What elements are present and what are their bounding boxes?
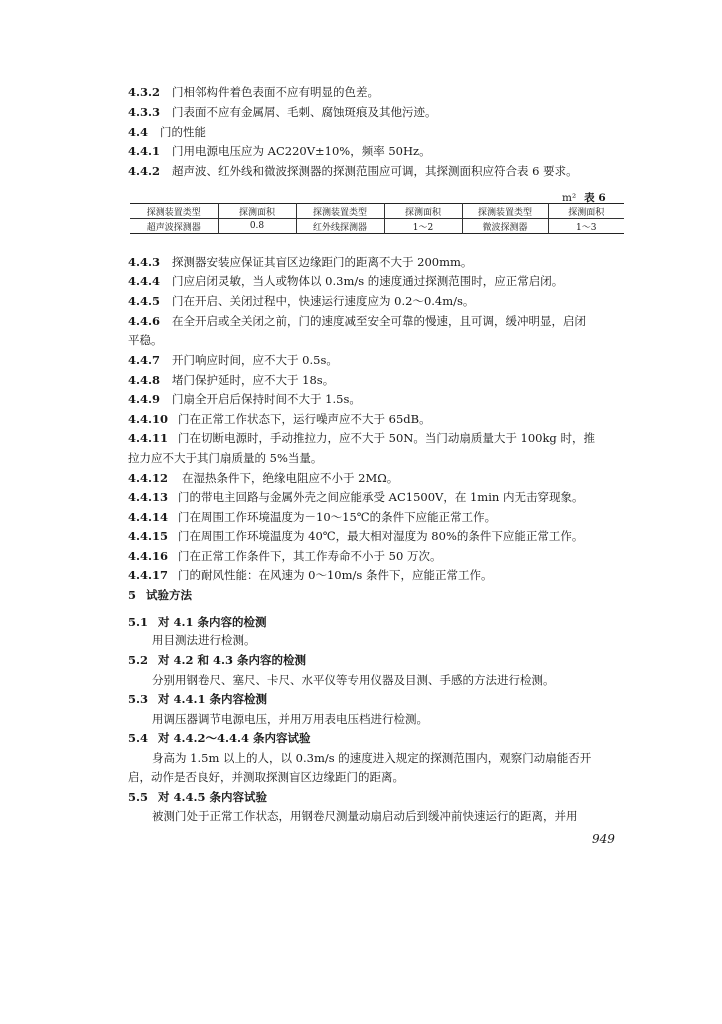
table-header-cell: 探测面积 [218,204,296,219]
section-number: 5 [128,588,137,602]
clause-number: 4.4.16 [128,549,169,563]
table-header-cell: 探测装置类型 [130,204,218,219]
clause-5-4-body-line1 [152,750,591,766]
clause-5-4-body-line2 [128,769,404,785]
clause-4-4-6-continued [128,332,163,348]
clause-5-3-title [128,691,628,707]
table-header-cell: 探测面积 [384,204,462,219]
clause-number: 4.4.9 [128,392,161,406]
clause-5-2-body [152,672,555,688]
clause-text: 门的带电主回路与金属外壳之间应能承受 AC1500V，在 1min 内无击穿现象。 [178,490,584,504]
clause-number: 4.4.13 [128,490,169,504]
clause-number: 4.4.10 [128,412,169,426]
clause-number: 5.1 [128,615,149,629]
clause-text: 身高为 1.5m 以上的人，以 0.3m/s 的速度进入规定的探测范围内，观察门动扇能否开 [152,751,592,765]
clause-text: 用调压器调节电源电压，并用万用表电压档进行检测。 [152,712,428,726]
clause-text: 在全开启或全关闭之前，门的速度减至安全可靠的慢速，且可调，缓冲明显，启闭 [172,314,586,328]
clause-4-4-6 [128,313,628,329]
clause-number: 4.4.1 [128,144,161,158]
clause-text: 堵门保护延时，应不大于 18s。 [172,373,335,387]
clause-5-3-body [152,711,428,727]
clause-text: 门在开启、关闭过程中，快速运行速度应为 0.2～0.4m/s。 [172,294,475,308]
table-header-row [130,204,624,219]
clause-5-5-title [128,789,628,805]
clause-number: 5.3 [128,692,149,706]
section-title: 试验方法 [146,588,192,602]
clause-text: 开门响应时间，应不大于 0.5s。 [172,353,338,367]
table-cell: 红外线探测器 [296,219,384,234]
clause-number: 4.4 [128,125,149,139]
clause-4-4-13 [128,489,628,505]
clause-number: 4.4.3 [128,255,161,269]
clause-number: 4.4.17 [128,568,169,582]
clause-5-5-body [152,808,578,824]
table-header-cell: 探测装置类型 [296,204,384,219]
clause-4-4-11 [128,430,628,446]
clause-text: 门用电源电压应为 AC220V±10%，频率 50Hz。 [172,144,431,158]
clause-title: 对 4.4.2～4.4.4 条内容试验 [158,731,311,745]
clause-5-1-title [128,614,628,630]
clause-4-4-8 [128,372,628,388]
clause-number: 4.4.6 [128,314,161,328]
clause-4-4-5 [128,293,628,309]
clause-number: 4.4.7 [128,353,161,367]
clause-4-4-11-continued [128,450,322,466]
table-cell: 0.8 [218,219,296,234]
clause-text: 门的耐风性能：在风速为 0～10m/s 条件下，应能正常工作。 [178,568,493,582]
clause-4-4-4 [128,273,628,289]
clause-4-4 [128,124,628,140]
clause-4-4-16 [128,548,628,564]
clause-number: 4.4.4 [128,274,161,288]
table-6 [130,203,624,234]
clause-number: 5.2 [128,653,149,667]
table-cell: 超声波探测器 [130,219,218,234]
clause-4-4-15 [128,528,628,544]
table-unit: m² [562,192,577,204]
table-header-cell: 探测装置类型 [462,204,548,219]
clause-text: 被测门处于正常工作状态，用钢卷尺测量动扇启动后到缓冲前快速运行的距离，并用 [152,809,578,823]
clause-text: 平稳。 [128,333,163,347]
clause-number: 4.4.8 [128,373,161,387]
clause-5-2-title [128,652,628,668]
clause-text: 门扇全开启后保持时间不大于 1.5s。 [172,392,361,406]
clause-title: 对 4.2 和 4.3 条内容的检测 [158,653,307,667]
table-title: 表 6 [584,192,606,204]
clause-5-4-title [128,730,628,746]
clause-text: 门表面不应有金属屑、毛刺、腐蚀斑痕及其他污迹。 [172,105,437,119]
clause-4-4-12 [128,470,628,486]
clause-title: 对 4.4.5 条内容试验 [158,790,268,804]
clause-text: 门在周围工作环境温度为 40℃，最大相对湿度为 80%的条件下应能正常工作。 [178,529,584,543]
clause-number: 5.5 [128,790,149,804]
section-5-heading [128,587,628,603]
clause-number: 4.4.12 [128,471,169,485]
page-number: 949 [592,832,615,846]
clause-number: 4.4.11 [128,431,169,445]
clause-text: 门在周围工作环境温度为－10～15℃的条件下应能正常工作。 [178,510,497,524]
clause-text: 探测器安装应保证其盲区边缘距门的距离不大于 200mm。 [172,255,473,269]
clause-number: 4.4.5 [128,294,161,308]
clause-text: 分别用钢卷尺、塞尺、卡尺、水平仪等专用仪器及目测、手感的方法进行检测。 [152,673,555,687]
clause-text: 拉力应不大于其门扇质量的 5%当量。 [128,451,323,465]
clause-4-4-3 [128,254,628,270]
clause-4-4-7 [128,352,628,368]
clause-number: 4.4.15 [128,529,169,543]
table-cell: 1～2 [384,219,462,234]
clause-number: 4.3.2 [128,85,161,99]
clause-4-4-9 [128,391,628,407]
clause-text: 超声波、红外线和微波探测器的探测范围应可调，其探测面积应符合表 6 要求。 [172,164,578,178]
table-header-cell: 探测面积 [548,204,624,219]
clause-title: 对 4.1 条内容的检测 [158,615,267,629]
clause-4-4-14 [128,509,628,525]
clause-4-3-3 [128,104,628,120]
clause-5-1-body [152,632,256,648]
clause-text: 启，动作是否良好，并测取探测盲区边缘距门的距离。 [128,770,404,784]
table-cell: 1～3 [548,219,624,234]
clause-4-4-2 [128,163,628,179]
clause-text: 门在切断电源时，手动推拉力，应不大于 50N。当门动扇质量大于 100kg 时，推 [178,431,595,445]
clause-text: 在湿热条件下，绝缘电阻应不小于 2MΩ。 [182,471,399,485]
clause-4-4-10 [128,411,628,427]
clause-text: 门的性能 [160,125,206,139]
clause-text: 用目测法进行检测。 [152,633,256,647]
table-cell: 微波探测器 [462,219,548,234]
table-row [130,219,624,234]
clause-title: 对 4.4.1 条内容检测 [158,692,268,706]
clause-number: 5.4 [128,731,149,745]
clause-number: 4.4.14 [128,510,169,524]
clause-text: 门相邻构件着色表面不应有明显的色差。 [172,85,379,99]
clause-4-4-17 [128,567,628,583]
clause-number: 4.3.3 [128,105,161,119]
clause-text: 门在正常工作状态下，运行噪声应不大于 65dB。 [178,412,431,426]
clause-text: 门在正常工作条件下，其工作寿命不小于 50 万次。 [178,549,442,563]
clause-number: 4.4.2 [128,164,161,178]
clause-text: 门应启闭灵敏，当人或物体以 0.3m/s 的速度通过探测范围时，应正常启闭。 [172,274,564,288]
clause-4-4-1 [128,143,628,159]
clause-4-3-2 [128,84,628,100]
